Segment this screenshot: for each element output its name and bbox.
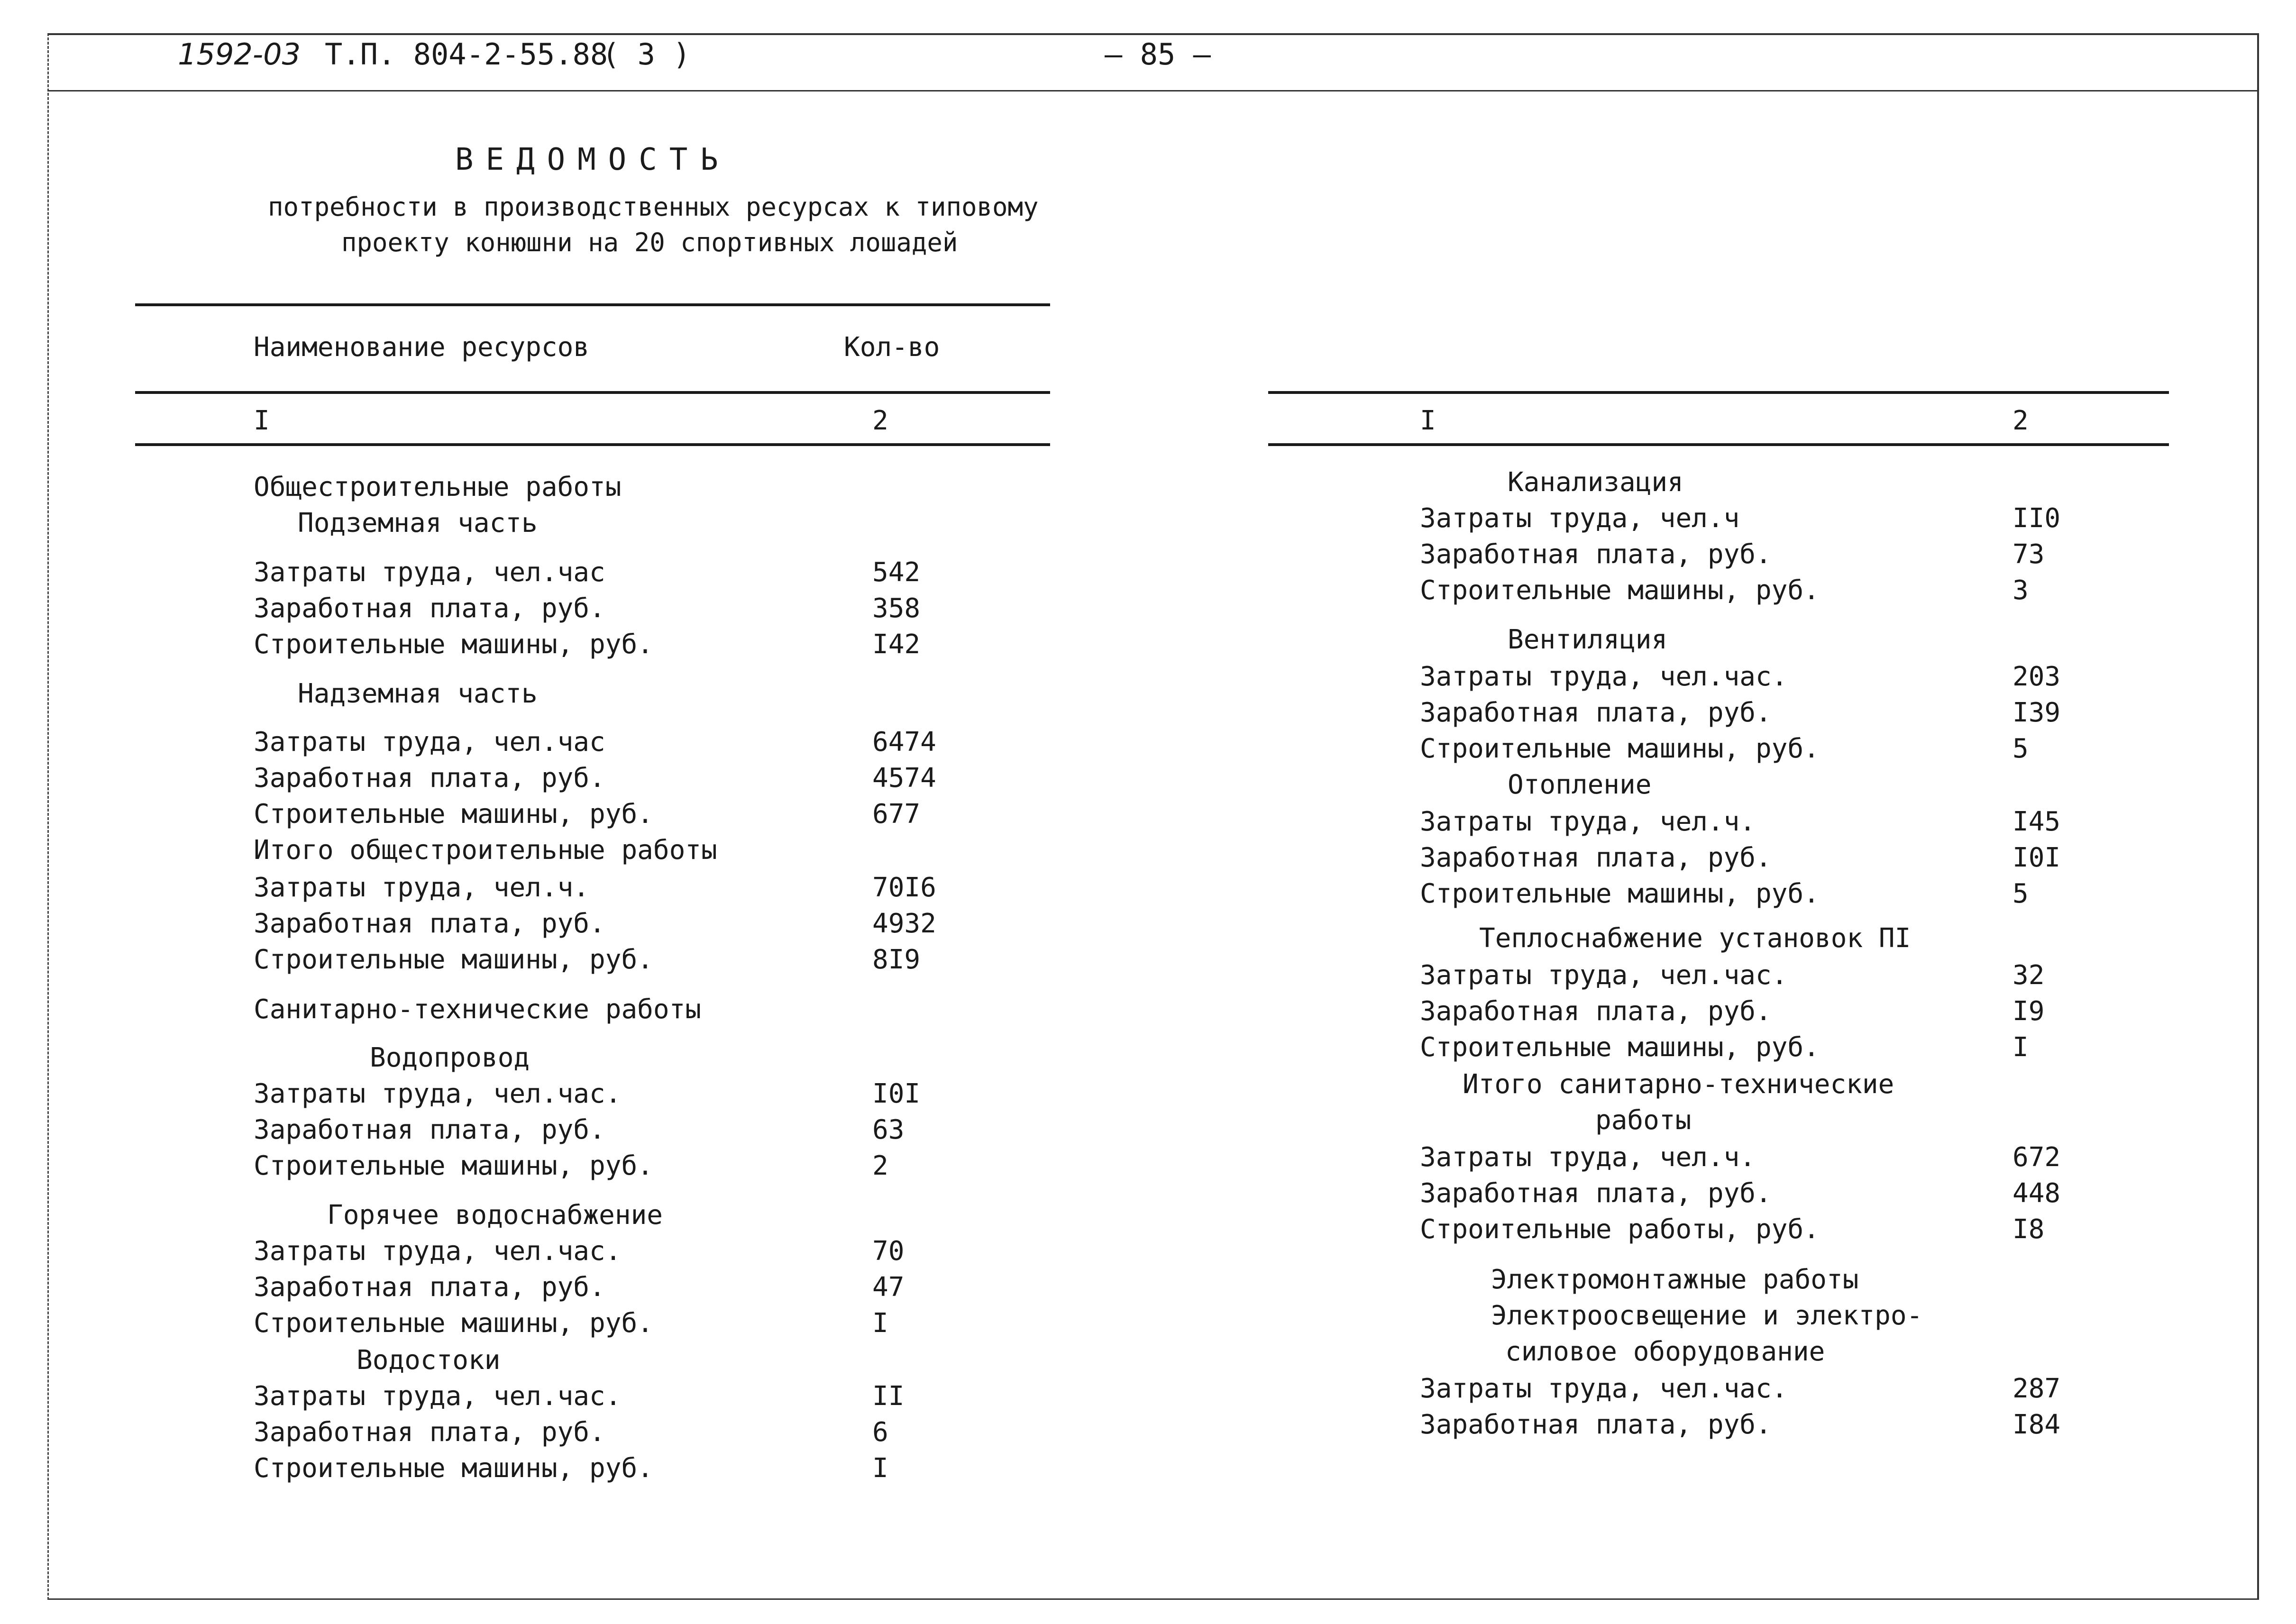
resource-qty: 448 bbox=[2012, 1178, 2061, 1209]
resource-name: Строительные машины, руб. bbox=[254, 799, 653, 830]
resource-name: Заработная плата, руб. bbox=[1420, 996, 1772, 1027]
resource-name: Строительные машины, руб. bbox=[254, 944, 653, 975]
resource-name: Затраты труда, чел.ч. bbox=[1420, 806, 1756, 837]
resource-name: Заработная плата, руб. bbox=[254, 1417, 605, 1448]
resource-name: Строительные машины, руб. bbox=[254, 1453, 653, 1484]
left-table-header-rule bbox=[135, 391, 1050, 394]
resource-qty: 4932 bbox=[872, 908, 936, 939]
resource-name: Затраты труда, чел.час. bbox=[1420, 1373, 1788, 1404]
resource-qty: II bbox=[872, 1381, 905, 1412]
resource-name: Заработная плата, руб. bbox=[1420, 842, 1772, 873]
resource-qty: 677 bbox=[872, 799, 921, 830]
right-column-number-2: 2 bbox=[2012, 405, 2029, 436]
resource-qty: I0I bbox=[872, 1078, 921, 1109]
resource-name: Затраты труда, чел.ч. bbox=[1420, 1142, 1756, 1173]
section-heading: Электромонтажные работы bbox=[1491, 1264, 1859, 1295]
resource-qty: 5 bbox=[2012, 878, 2029, 909]
resource-qty: 63 bbox=[872, 1114, 905, 1145]
resource-name: Затраты труда, чел.час bbox=[254, 557, 605, 588]
column-header-name: Наименование ресурсов bbox=[254, 332, 590, 363]
resource-qty: I bbox=[872, 1453, 888, 1484]
resource-name: Строительные машины, руб. bbox=[1420, 878, 1820, 909]
resource-name: Заработная плата, руб. bbox=[254, 908, 605, 939]
resource-name: Затраты труда, чел.час. bbox=[1420, 960, 1788, 991]
left-column-number-1: I bbox=[254, 405, 270, 436]
resource-qty: I39 bbox=[2012, 697, 2061, 728]
subsection-heading: Водопровод bbox=[370, 1042, 530, 1073]
subsection-heading: Горячее водоснабжение bbox=[327, 1200, 663, 1231]
resource-qty: 32 bbox=[2012, 960, 2045, 991]
resource-qty: I9 bbox=[2012, 996, 2045, 1027]
left-table-numbers-rule bbox=[135, 443, 1050, 446]
subsection-heading: Водостоки bbox=[357, 1345, 501, 1376]
resource-qty: I42 bbox=[872, 629, 921, 660]
subsection-heading: Надземная часть bbox=[298, 678, 538, 709]
resource-name: Затраты труда, чел.час. bbox=[254, 1078, 622, 1109]
subtotal-heading: Итого санитарно-технические bbox=[1463, 1069, 1894, 1100]
document-title: ВЕДОМОСТЬ bbox=[455, 142, 731, 177]
album-number: ( 3 ) bbox=[602, 37, 691, 72]
resource-name: Заработная плата, руб. bbox=[1420, 697, 1772, 728]
section-heading: Общестроительные работы bbox=[254, 472, 622, 502]
resource-qty: II0 bbox=[2012, 503, 2061, 534]
subsection-heading-continued: силовое оборудование bbox=[1505, 1336, 1825, 1367]
resource-qty: I8 bbox=[2012, 1214, 2045, 1245]
resource-qty: 47 bbox=[872, 1272, 905, 1303]
right-table-numbers-rule bbox=[1268, 443, 2169, 446]
resource-qty: 203 bbox=[2012, 661, 2061, 692]
resource-name: Затраты труда, чел.час bbox=[254, 727, 605, 757]
resource-qty: 2 bbox=[872, 1150, 888, 1181]
left-table-top-rule bbox=[135, 303, 1050, 306]
right-table-top-rule bbox=[1268, 391, 2169, 394]
resource-qty: 6474 bbox=[872, 727, 936, 757]
subtotal-heading: Итого общестроительные работы bbox=[254, 835, 717, 866]
subsection-heading: Электроосвещение и электро- bbox=[1491, 1300, 1923, 1331]
resource-name: Строительные машины, руб. bbox=[254, 629, 653, 660]
resource-qty: 6 bbox=[872, 1417, 888, 1448]
resource-name: Заработная плата, руб. bbox=[254, 763, 605, 794]
right-column-number-1: I bbox=[1420, 405, 1436, 436]
resource-name: Строительные машины, руб. bbox=[254, 1308, 653, 1339]
resource-name: Затраты труда, чел.час. bbox=[254, 1236, 622, 1267]
resource-qty: I bbox=[872, 1308, 888, 1339]
subtotal-heading-continued: работы bbox=[1595, 1105, 1692, 1136]
page-number: — 85 — bbox=[1105, 37, 1211, 72]
column-header-qty: Кол-во bbox=[844, 332, 940, 363]
resource-qty: I0I bbox=[2012, 842, 2061, 873]
resource-qty: I45 bbox=[2012, 806, 2061, 837]
resource-qty: I bbox=[2012, 1032, 2029, 1063]
resource-qty: 5 bbox=[2012, 733, 2029, 764]
subsection-heading: Теплоснабжение установок ПI bbox=[1479, 923, 1911, 954]
resource-qty: 672 bbox=[2012, 1142, 2061, 1173]
resource-name: Строительные машины, руб. bbox=[1420, 1032, 1820, 1063]
resource-name: Заработная плата, руб. bbox=[254, 1272, 605, 1303]
resource-qty: 542 bbox=[872, 557, 921, 588]
resource-name: Строительные машины, руб. bbox=[254, 1150, 653, 1181]
subsection-heading: Канализация bbox=[1508, 467, 1683, 498]
resource-name: Строительные машины, руб. bbox=[1420, 733, 1820, 764]
resource-name: Заработная плата, руб. bbox=[1420, 1409, 1772, 1440]
section-heading: Санитарно-технические работы bbox=[254, 994, 702, 1025]
document-subtitle-line-2: проекту конюшни на 20 спортивных лошадей bbox=[341, 228, 958, 257]
subsection-heading: Отопление bbox=[1508, 769, 1652, 800]
resource-name: Строительные машины, руб. bbox=[1420, 575, 1820, 606]
resource-qty: 287 bbox=[2012, 1373, 2061, 1404]
resource-qty: 73 bbox=[2012, 539, 2045, 570]
resource-name: Затраты труда, чел.ч. bbox=[254, 872, 590, 903]
resource-qty: 4574 bbox=[872, 763, 936, 794]
left-column-number-2: 2 bbox=[872, 405, 888, 436]
resource-qty: 8I9 bbox=[872, 944, 921, 975]
resource-qty: 70I6 bbox=[872, 872, 936, 903]
typical-project-number: Т.П. 804-2-55.88 bbox=[325, 37, 608, 72]
resource-name: Заработная плата, руб. bbox=[1420, 539, 1772, 570]
resource-qty: I84 bbox=[2012, 1409, 2061, 1440]
resource-name: Заработная плата, руб. bbox=[254, 1114, 605, 1145]
subsection-heading: Вентиляция bbox=[1508, 624, 1668, 655]
document-code: 1592-03 bbox=[178, 37, 301, 72]
header-divider bbox=[47, 90, 2259, 91]
subsection-heading: Подземная часть bbox=[298, 508, 538, 538]
resource-qty: 3 bbox=[2012, 575, 2029, 606]
resource-qty: 358 bbox=[872, 593, 921, 624]
resource-name: Заработная плата, руб. bbox=[254, 593, 605, 624]
resource-name: Строительные работы, руб. bbox=[1420, 1214, 1820, 1245]
document-subtitle-line-1: потребности в производственных ресурсах к типовому bbox=[268, 192, 1039, 222]
resource-qty: 70 bbox=[872, 1236, 905, 1267]
resource-name: Затраты труда, чел.ч bbox=[1420, 503, 1740, 534]
resource-name: Заработная плата, руб. bbox=[1420, 1178, 1772, 1209]
resource-name: Затраты труда, чел.час. bbox=[254, 1381, 622, 1412]
resource-name: Затраты труда, чел.час. bbox=[1420, 661, 1788, 692]
